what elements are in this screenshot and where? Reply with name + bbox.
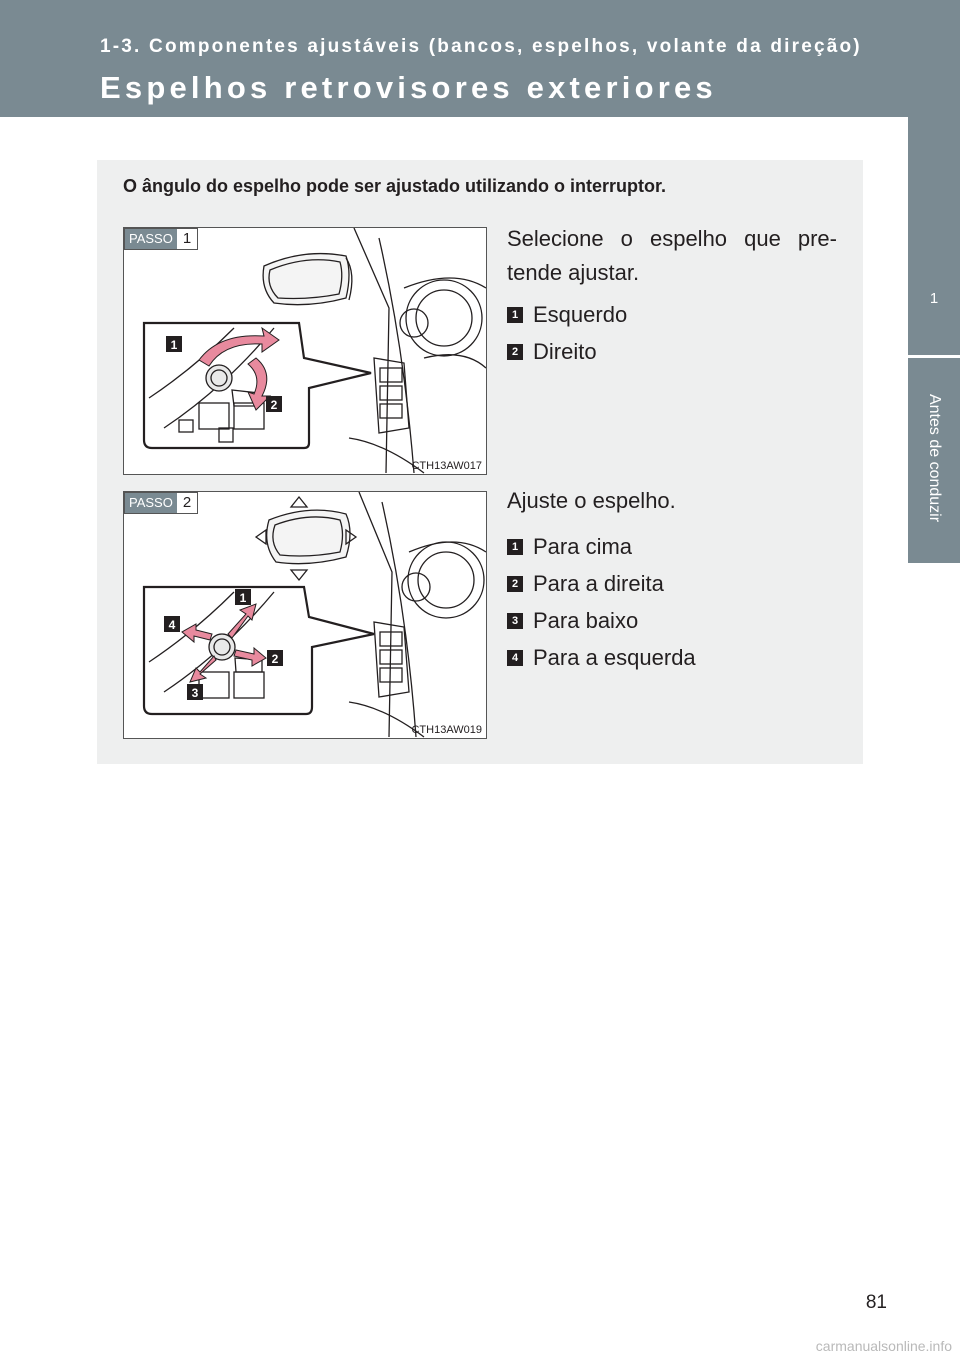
callout-2-text: 2	[271, 652, 279, 666]
section-title: 1-3. Componentes ajustáveis (bancos, espelhos, volante da direção)	[100, 36, 862, 57]
step-number: 1	[182, 230, 192, 247]
footer-watermark: carmanualsonline.info	[815, 1338, 952, 1354]
step-number: 2	[182, 494, 192, 511]
list-item-label: Para cima	[533, 533, 633, 559]
list-item	[507, 333, 627, 370]
number-badge: 2	[507, 344, 523, 360]
list-item	[507, 565, 696, 602]
callout-4-text: 4	[168, 618, 176, 632]
intro-text: O ângulo do espelho pode ser ajustado utilizando o interruptor.	[123, 176, 667, 196]
callout-1-text: 1	[239, 591, 247, 605]
figure-code: CTH13AW017	[411, 460, 482, 472]
list-item-label: Para baixo	[533, 607, 639, 633]
chapter-number: 1	[929, 290, 939, 307]
list-item-label: Para a direita	[533, 570, 664, 596]
callout-2-text: 2	[270, 398, 278, 412]
chapter-label-wrap	[908, 358, 960, 563]
number-badge: 1	[507, 539, 523, 555]
step-tag-2	[124, 492, 198, 514]
list-item-label: Esquerdo	[533, 301, 628, 327]
chapter-tab	[908, 117, 960, 355]
step-2-list	[507, 528, 696, 676]
number-badge: 4	[507, 650, 523, 666]
list-item	[507, 296, 627, 333]
callout-1-text: 1	[170, 338, 178, 352]
chapter-label: Antes de conduzir	[926, 393, 943, 523]
number-badge: 3	[507, 613, 523, 629]
figure-code: CTH13AW019	[411, 724, 482, 736]
step-1-text-line1: Selecione o espelho que pre-	[507, 226, 837, 251]
page-number: 81	[865, 1292, 887, 1313]
list-item-label: Para a esquerda	[533, 644, 696, 670]
step-1-list	[507, 296, 627, 370]
list-item	[507, 639, 696, 676]
number-badge: 2	[507, 576, 523, 592]
step-word: PASSO	[125, 493, 177, 513]
callout-3-text: 3	[191, 686, 199, 700]
step-tag-1	[124, 228, 198, 250]
step-1-text	[507, 222, 837, 290]
page-title: Espelhos retrovisores exteriores	[100, 70, 717, 105]
list-item	[507, 602, 696, 639]
number-badge: 1	[507, 307, 523, 323]
list-item-label: Direito	[533, 338, 597, 364]
figure-step-1	[123, 227, 487, 475]
figure-step-2	[123, 491, 487, 739]
illustration-mirror-adjust	[124, 492, 486, 738]
list-item	[507, 528, 696, 565]
illustration-mirror-select	[124, 228, 486, 474]
step-1-text-line2: tende ajustar.	[507, 260, 640, 285]
step-2-text: Ajuste o espelho.	[507, 488, 676, 513]
step-word: PASSO	[125, 229, 177, 249]
